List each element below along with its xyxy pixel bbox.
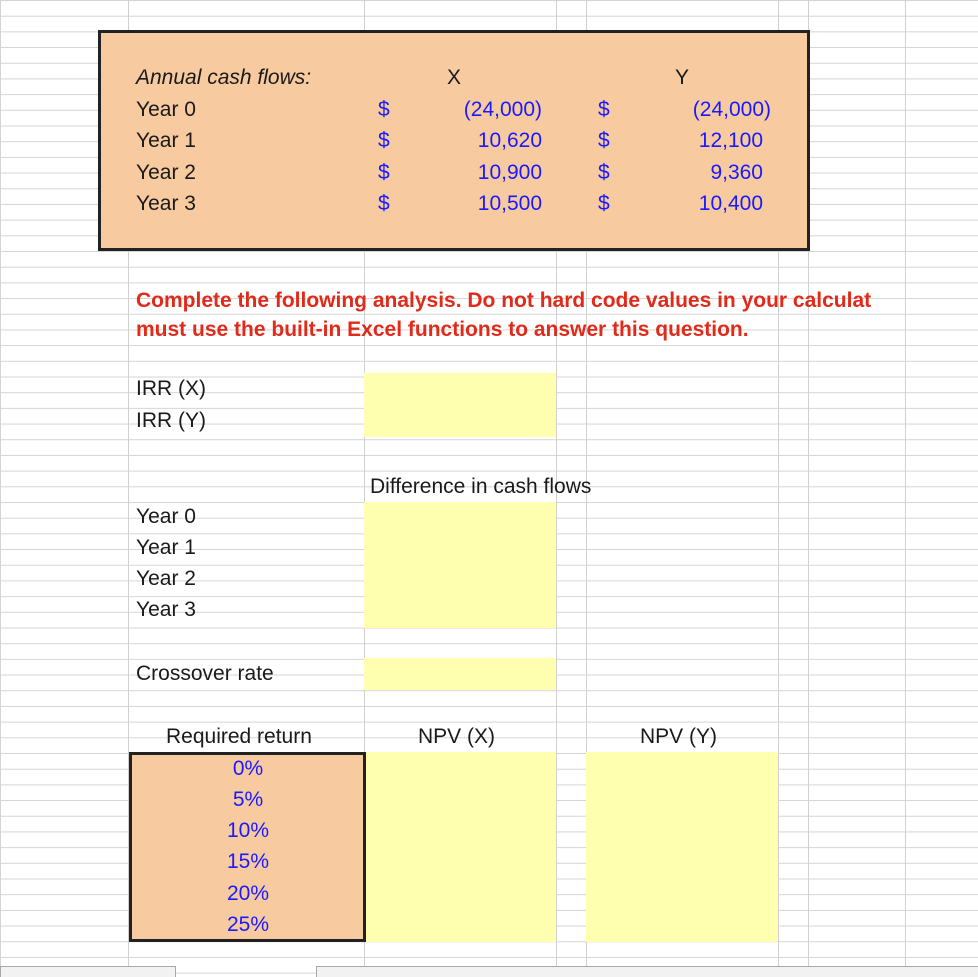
difference-answer-cells[interactable]: [364, 502, 556, 628]
diff-year-label: Year 0: [136, 505, 196, 528]
irr-y-label: IRR (Y): [136, 409, 206, 432]
npv-y-answer-cells[interactable]: [586, 752, 778, 942]
cf-dollar-x: $: [378, 192, 390, 215]
cf-dollar-x: $: [378, 98, 390, 121]
difference-header: Difference in cash flows: [370, 475, 592, 498]
column-y-header: Y: [674, 66, 689, 89]
cf-year-label: Year 1: [136, 129, 196, 152]
npv-x-header: NPV (X): [418, 725, 496, 748]
cf-cell-y[interactable]: 10,400: [698, 192, 763, 215]
cf-cell-x[interactable]: 10,500: [477, 192, 542, 215]
cf-cell-x[interactable]: (24,000): [463, 98, 542, 121]
cf-year-label: Year 3: [136, 192, 196, 215]
diff-year-label: Year 2: [136, 567, 196, 590]
cf-cell-y[interactable]: 12,100: [698, 129, 763, 152]
instructions-line-2: must use the built-in Excel functions to answer this question.: [136, 318, 749, 341]
grid-col-line: [905, 0, 906, 976]
cf-dollar-y: $: [598, 129, 610, 152]
cf-dollar-y: $: [598, 98, 610, 121]
cf-cell-x[interactable]: 10,620: [477, 129, 542, 152]
instructions-line-1: Complete the following analysis. Do not hard code values in your calculat: [136, 289, 872, 312]
npv-y-header: NPV (Y): [640, 725, 718, 748]
cf-dollar-x: $: [378, 129, 390, 152]
cf-year-label: Year 2: [136, 161, 196, 184]
sheet-tab[interactable]: [316, 966, 978, 977]
rate-cell[interactable]: 15%: [226, 850, 270, 873]
rate-cell[interactable]: 20%: [226, 882, 270, 905]
cf-cell-y[interactable]: (24,000): [692, 98, 771, 121]
cf-cell-x[interactable]: 10,900: [477, 161, 542, 184]
sheet-tab[interactable]: [0, 966, 176, 977]
crossover-answer-cell[interactable]: [364, 658, 556, 690]
crossover-label: Crossover rate: [136, 662, 274, 685]
rate-cell[interactable]: 25%: [226, 913, 270, 936]
cf-cell-y[interactable]: 9,360: [710, 161, 763, 184]
irr-answer-cells[interactable]: [364, 373, 556, 437]
diff-year-label: Year 3: [136, 598, 196, 621]
column-x-header: X: [446, 66, 461, 89]
rate-cell[interactable]: 0%: [232, 757, 264, 780]
cf-dollar-x: $: [378, 161, 390, 184]
required-return-header: Required return: [166, 725, 312, 748]
irr-x-label: IRR (X): [136, 377, 206, 400]
rate-cell[interactable]: 5%: [232, 788, 264, 811]
cf-dollar-y: $: [598, 192, 610, 215]
cash-flows-header: Annual cash flows:: [136, 66, 312, 89]
cf-dollar-y: $: [598, 161, 610, 184]
npv-x-answer-cells[interactable]: [366, 752, 556, 942]
rate-cell[interactable]: 10%: [226, 819, 270, 842]
cf-year-label: Year 0: [136, 98, 196, 121]
diff-year-label: Year 1: [136, 536, 196, 559]
